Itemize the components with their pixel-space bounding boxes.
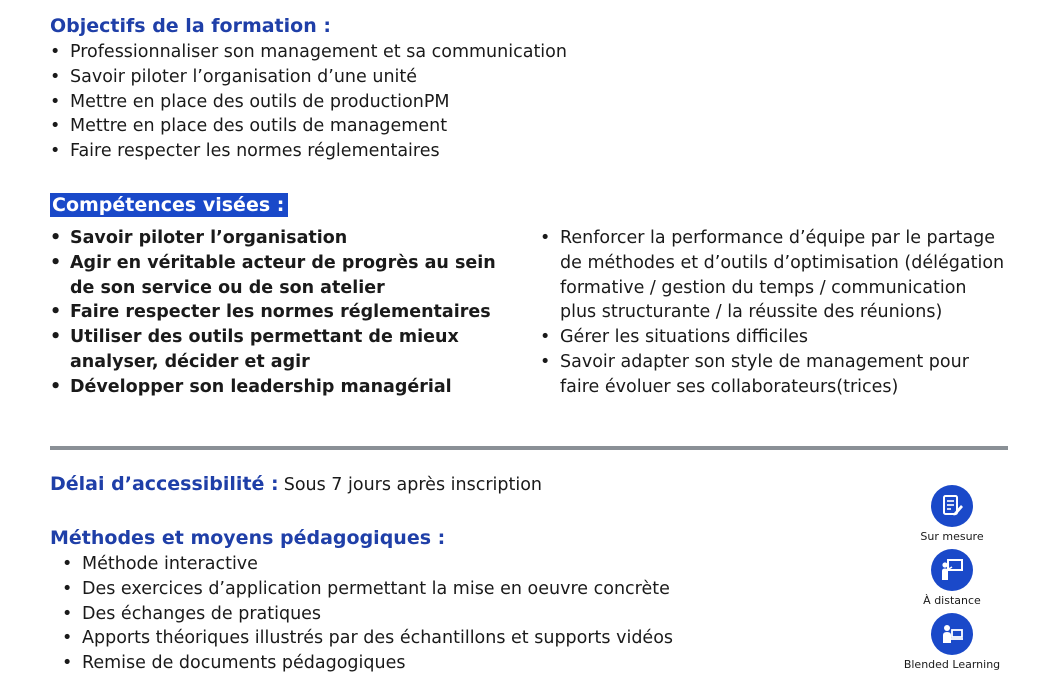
document-pen-icon	[931, 485, 973, 527]
delai-label: Délai d’accessibilité :	[50, 473, 279, 495]
modalite-label: Blended Learning	[903, 658, 1001, 671]
list-item: • Faire respecter les normes réglementaires	[70, 300, 520, 325]
person-laptop-icon	[931, 613, 973, 655]
list-item: • Agir en véritable acteur de progrès au sein de son service ou de son atelier	[70, 251, 520, 301]
list-item: • Savoir adapter son style de management pour faire évoluer ses collaborateurs(trices)	[560, 350, 1008, 400]
methodes-heading: Méthodes et moyens pédagogiques :	[50, 527, 446, 549]
modalite-blended	[898, 613, 1006, 671]
modalite-sur-mesure	[898, 485, 1006, 543]
list-item: • Apports théoriques illustrés par des échantillons et supports vidéos	[82, 626, 673, 651]
list-item: • Gérer les situations difficiles	[560, 325, 1008, 350]
modalite-label: Sur mesure	[920, 530, 984, 543]
objectifs-heading: Objectifs de la formation :	[50, 15, 331, 37]
competences-left-list	[70, 226, 520, 400]
list-item: • Mettre en place des outils de productionPM	[70, 90, 567, 115]
list-item: • Des exercices d’application permettant la mise en oeuvre concrète	[82, 577, 673, 602]
modalite-label: À distance	[923, 594, 981, 607]
objectifs-list	[70, 40, 567, 164]
list-item: • Renforcer la performance d’équipe par le partage de méthodes et d’outils d’optimisation (délégation formative / gestion du temps / communication plus structurante / la réussite des réunions)	[560, 226, 1008, 325]
list-item: • Savoir piloter l’organisation d’une unité	[70, 65, 567, 90]
list-item: • Remise de documents pédagogiques	[82, 651, 673, 676]
competences-heading: Compétences visées :	[50, 193, 288, 217]
section-divider	[50, 446, 1008, 450]
modalite-a-distance	[898, 549, 1006, 607]
list-item: • Des échanges de pratiques	[82, 602, 673, 627]
trainer-board-icon	[931, 549, 973, 591]
methodes-list	[82, 552, 673, 676]
list-item: • Utiliser des outils permettant de mieux analyser, décider et agir	[70, 325, 520, 375]
delai-line	[50, 472, 542, 497]
list-item: • Méthode interactive	[82, 552, 673, 577]
list-item: • Mettre en place des outils de management	[70, 114, 567, 139]
list-item: • Développer son leadership managérial	[70, 375, 520, 400]
list-item: • Faire respecter les normes réglementaires	[70, 139, 567, 164]
list-item: • Savoir piloter l’organisation	[70, 226, 520, 251]
competences-right-list	[560, 226, 1008, 400]
delai-value: Sous 7 jours après inscription	[283, 475, 543, 495]
list-item: • Professionnaliser son management et sa communication	[70, 40, 567, 65]
